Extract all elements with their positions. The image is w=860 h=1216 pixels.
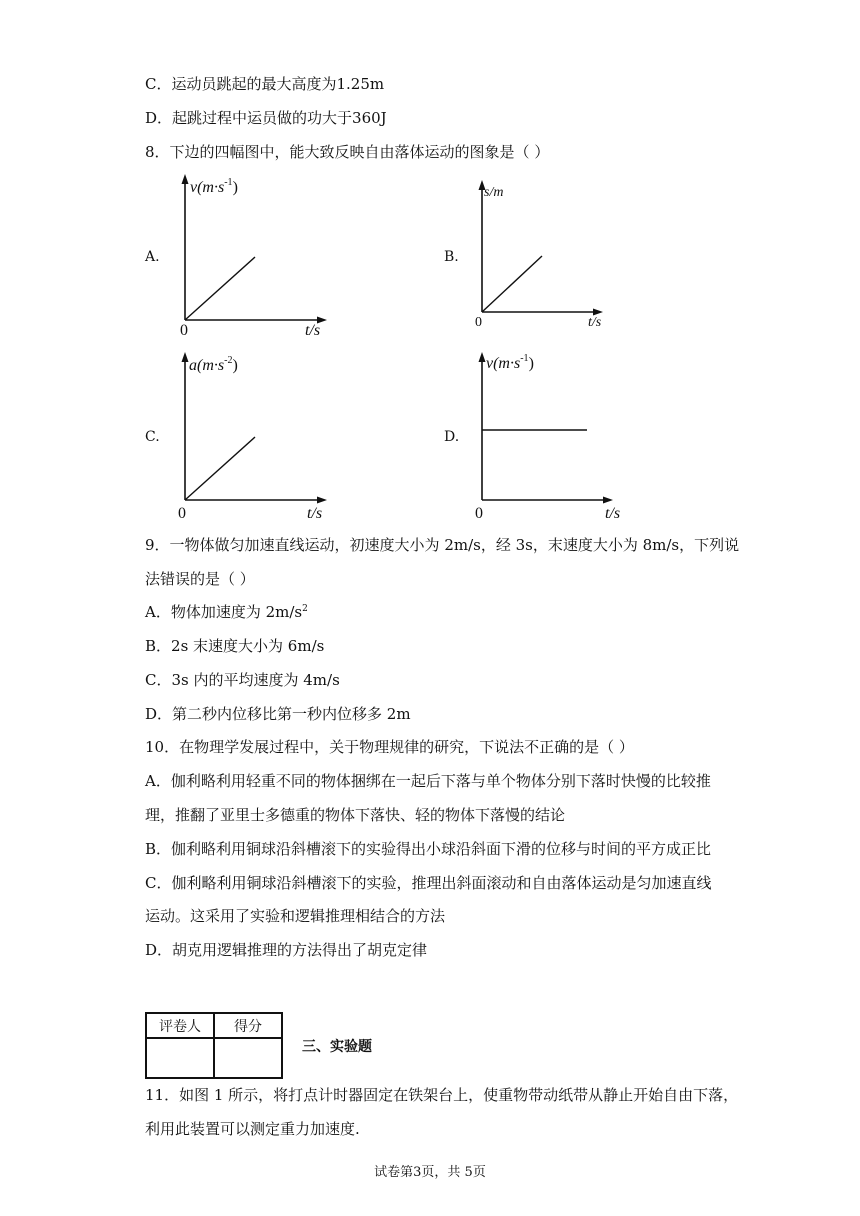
origin-label: 0 (178, 505, 186, 522)
x-axis-label: t/s (305, 322, 321, 339)
q8-graph-c (170, 344, 340, 522)
q8-graph-d (470, 344, 640, 522)
q9-option-b: B．2s 末速度大小为 6m/s (145, 637, 325, 655)
q10-option-d: D．胡克用逻辑推理的方法得出了胡克定律 (145, 941, 428, 959)
q10-option-a-line1: A．伽利略利用轻重不同的物体捆绑在一起后下落与单个物体分别下落时快慢的比较推 (145, 772, 711, 790)
page-footer: 试卷第3页，共 5页 (374, 1165, 486, 1180)
q9-stem-line1: 9．一物体做匀加速直线运动，初速度大小为 2m/s，经 3s，末速度大小为 8m/s，下列说 (145, 536, 740, 554)
q9-option-c: C．3s 内的平均速度为 4m/s (145, 671, 340, 689)
q11-line1: 11．如图 1 所示，将打点计时器固定在铁架台上，使重物带动纸带从静止开始自由下落， (145, 1086, 739, 1104)
q8-graph-b (470, 172, 620, 332)
grader-header: 评卷人 (146, 1013, 214, 1038)
q10-option-a-line2: 理，推翻了亚里士多德重的物体下落快、轻的物体下落慢的结论 (145, 806, 566, 824)
q10-option-b: B．伽利略利用铜球沿斜槽滚下的实验得出小球沿斜面下滑的位移与时间的平方成正比 (145, 840, 712, 858)
q9-option-d: D．第二秒内位移比第一秒内位移多 2m (145, 705, 411, 723)
y-axis-unit-sup: -2 (224, 355, 233, 366)
y-axis-label: s/m (484, 185, 504, 200)
q8-stem: 8．下边的四幅图中，能大致反映自由落体运动的图象是（ ） (145, 143, 550, 161)
x-axis-label: t/s (307, 505, 323, 522)
x-axis-label: t/s (588, 315, 602, 330)
q11-line2: 利用此装置可以测定重力加速度. (145, 1120, 360, 1138)
q8-option-a-label: A. (145, 249, 160, 265)
origin-label: 0 (475, 505, 483, 522)
y-axis-unit-sup: -1 (224, 177, 233, 188)
svg-text:a(m·s-2) (189, 355, 238, 374)
q9-option-a-text: A．物体加速度为 2m/s (145, 603, 303, 621)
origin-label: 0 (180, 322, 188, 339)
y-axis-unit-end: ) (528, 355, 534, 372)
svg-text:s/m (484, 185, 503, 200)
origin-label: 0 (475, 315, 482, 330)
y-axis-unit-end: ) (232, 179, 238, 196)
q8-option-c-label: C. (145, 429, 160, 445)
q10-option-c-line1: C．伽利略利用铜球沿斜槽滚下的实验，推理出斜面滚动和自由落体运动是匀加速直线 (145, 874, 712, 892)
svg-text:v(m·s-1) (190, 177, 238, 196)
q7-option-c: C．运动员跳起的最大高度为1.25m (145, 75, 385, 93)
q9-option-a (145, 602, 308, 622)
q8-option-d-label: D. (444, 429, 460, 445)
q8-option-b-label: B. (444, 249, 459, 265)
svg-text:v(m·s-1) (486, 353, 534, 372)
q7-option-d: D．起跳过程中运员做的功大于360J (145, 109, 387, 127)
y-axis-label: v(m·s (190, 179, 225, 196)
y-axis-label: a(m·s (189, 357, 225, 374)
score-header: 得分 (214, 1013, 282, 1038)
grader-cell[interactable] (146, 1038, 214, 1078)
y-axis-unit-sup: -1 (520, 353, 529, 364)
section-title: 三、实验题 (302, 1039, 372, 1055)
q10-option-c-line2: 运动。这采用了实验和逻辑推理相结合的方法 (145, 907, 446, 925)
y-axis-unit-end: ) (232, 357, 238, 374)
score-table (145, 1012, 283, 1079)
q9-option-a-sup: 2 (302, 604, 308, 614)
q8-graph-a (170, 172, 340, 337)
x-axis-label: t/s (605, 505, 621, 522)
q10-stem: 10．在物理学发展过程中，关于物理规律的研究，下说法不正确的是（ ） (145, 738, 634, 756)
y-axis-label: v(m·s (486, 355, 521, 372)
q9-stem-line2: 法错误的是（ ） (145, 570, 255, 588)
score-cell[interactable] (214, 1038, 282, 1078)
